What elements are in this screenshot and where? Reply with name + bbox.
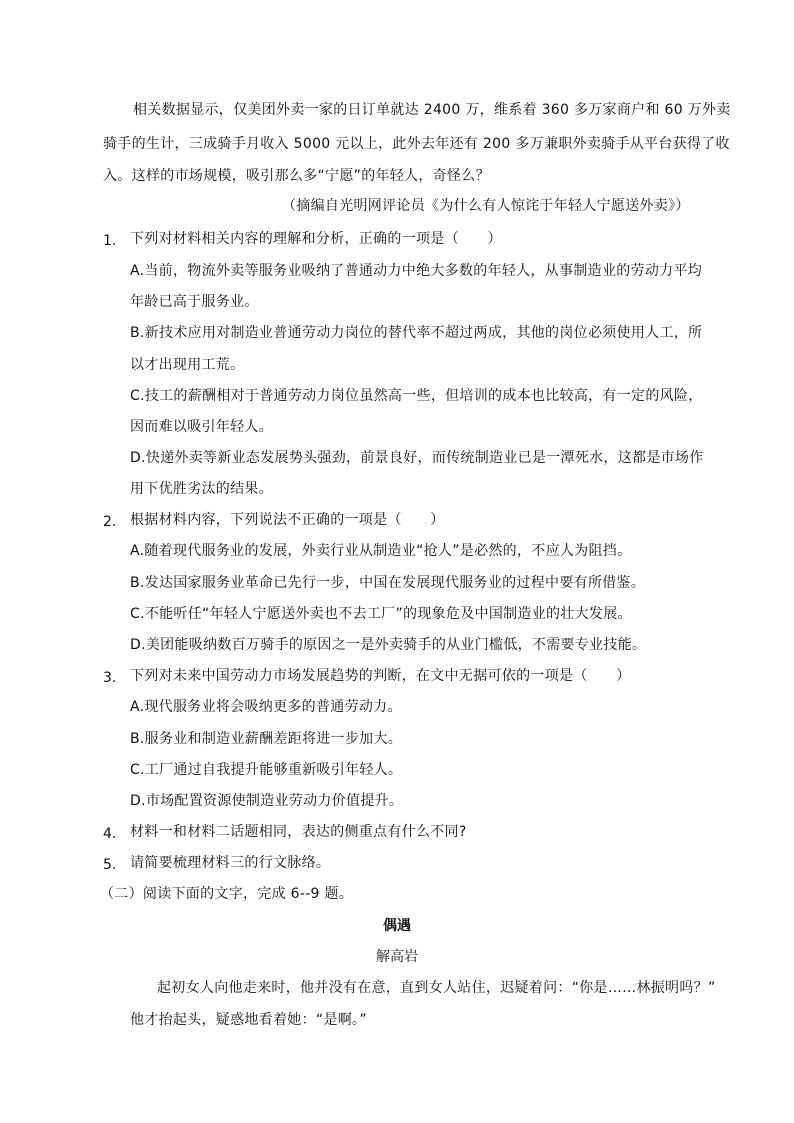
passage-line-1: 相关数据显示，仅美团外卖一家的日订单就达 2400 万，维系着 360 多万家商户和 60 万外卖 bbox=[133, 102, 731, 118]
question-2-stem: 根据材料内容，下列说法不正确的一项是（ ） bbox=[130, 512, 445, 528]
question-3-stem: 下列对未来中国劳动力市场发展趋势的判断，在文中无据可依的一项是（ ） bbox=[130, 668, 631, 684]
question-1-option-a-line-1: A.当前，物流外卖等服务业吸纳了普通动力中绝大多数的年轻人，从事制造业的劳动力平均 bbox=[130, 263, 703, 279]
question-1-option-d-line-2: 用下优胜劣汰的结果。 bbox=[130, 481, 273, 497]
question-1-option-c-line-1: C.技工的薪酬相对于普通劳动力岗位虽然高一些，但培训的成本也比较高，有一定的风险， bbox=[130, 388, 703, 404]
question-1-stem: 下列对材料相关内容的理解和分析，正确的一项是（ ） bbox=[130, 231, 502, 247]
question-5-number: 5. bbox=[103, 857, 117, 873]
story-title: 偶遇 bbox=[383, 918, 411, 934]
passage-line-2: 骑手的生计，三成骑手月收入 5000 元以上，此外去年还有 200 多万兼职外卖骑手从平台获得了收 bbox=[103, 136, 730, 152]
question-1-option-b-line-2: 以才出现用工荒。 bbox=[130, 357, 245, 373]
story-line-2: 他才抬起头，疑惑地看着她：“是啊。” bbox=[130, 1012, 367, 1028]
question-2-option-a: A.随着现代服务业的发展，外卖行业从制造业“抢人”是必然的，不应人为阻挡。 bbox=[130, 543, 632, 559]
question-3-option-a: A.现代服务业将会吸纳更多的普通劳动力。 bbox=[130, 699, 402, 715]
question-1-option-c-line-2: 因而难以吸引年轻人。 bbox=[130, 419, 273, 435]
question-2-option-b: B.发达国家服务业革命已先行一步，中国在发展现代服务业的过程中要有所借鉴。 bbox=[130, 575, 646, 591]
passage-source: （摘编自光明网评论员《为什么有人惊诧于年轻人宁愿送外卖》） bbox=[282, 198, 690, 214]
passage-line-3: 入。这样的市场规模，吸引那么多“宁愿”的年轻人，奇怪么？ bbox=[103, 168, 490, 184]
story-line-1: 起初女人向他走来时，他并没有在意，直到女人站住，迟疑着问：“你是……林振明吗？” bbox=[157, 980, 716, 996]
question-3-option-b: B.服务业和制造业薪酬差距将进一步加大。 bbox=[130, 731, 403, 747]
question-4-number: 4. bbox=[103, 826, 117, 842]
question-2-number: 2. bbox=[103, 514, 117, 530]
question-2-option-c: C.不能听任“年轻人宁愿送外卖也不去工厂”的现象危及中国制造业的壮大发展。 bbox=[130, 606, 632, 622]
question-3-option-c: C.工厂通过自我提升能够重新吸引年轻人。 bbox=[130, 762, 403, 778]
section-2-heading: （二）阅读下面的文字，完成 6--9 题。 bbox=[100, 886, 354, 902]
question-1-number: 1. bbox=[103, 233, 117, 249]
question-4-stem: 材料一和材料二话题相同，表达的侧重点有什么不同? bbox=[130, 824, 467, 840]
question-3-option-d: D.市场配置资源使制造业劳动力价值提升。 bbox=[130, 793, 404, 809]
story-author: 解高岩 bbox=[376, 949, 418, 965]
question-3-number: 3. bbox=[103, 670, 117, 686]
question-1-option-d-line-1: D.快递外卖等新业态发展势头强劲，前景良好，而传统制造业已是一潭死水，这都是市场作 bbox=[130, 450, 704, 466]
question-1-option-a-line-2: 年龄已高于服务业。 bbox=[130, 294, 259, 310]
question-5-stem: 请简要梳理材料三的行文脉络。 bbox=[130, 855, 331, 871]
question-2-option-d: D.美团能吸纳数百万骑手的原因之一是外卖骑手的从业门槛低，不需要专业技能。 bbox=[130, 637, 647, 653]
question-1-option-b-line-1: B.新技术应用对制造业普通劳动力岗位的替代率不超过两成，其他的岗位必须使用人工，所 bbox=[130, 325, 703, 341]
